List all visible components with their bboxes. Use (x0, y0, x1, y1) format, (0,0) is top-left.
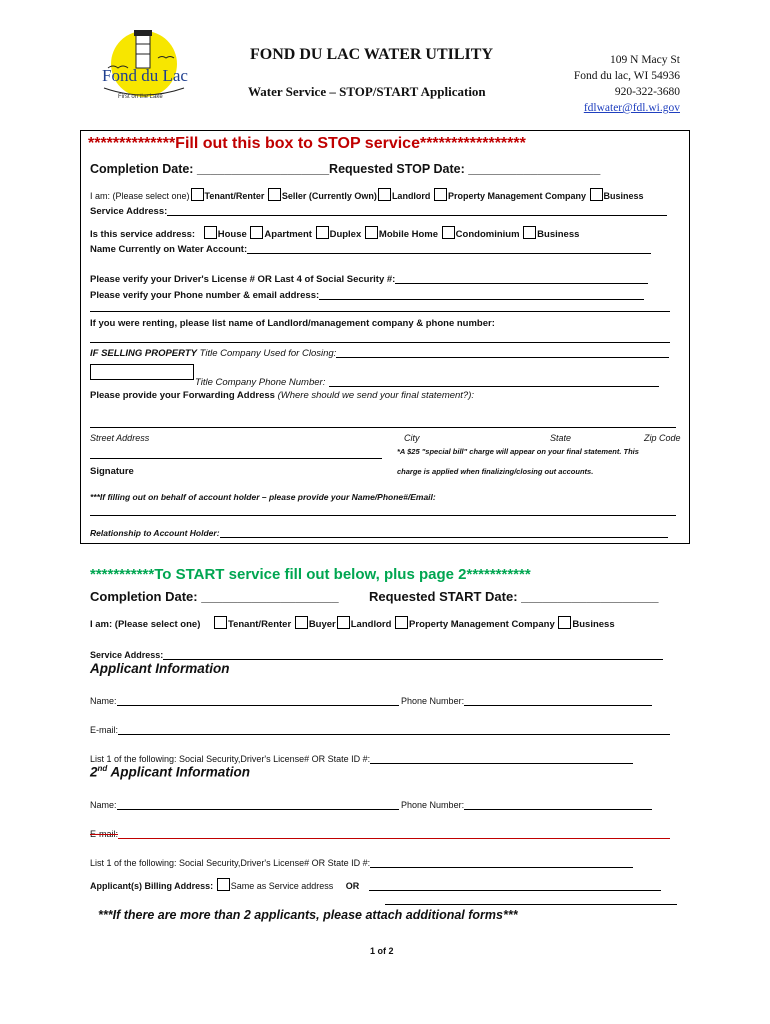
contact-block (574, 52, 680, 116)
stop-landlord-checkbox[interactable] (378, 188, 391, 201)
stop-service-address-field[interactable] (167, 204, 667, 216)
mobile-home-label: Mobile Home (378, 229, 439, 240)
business-type-checkbox[interactable] (523, 226, 536, 239)
applicant-id-label: List 1 of the following: Social Security,Driver's License# OR State ID #: (90, 754, 371, 764)
verify-license-label: Please verify your Driver's License # OR Last 4 of Social Security #: (90, 274, 396, 285)
applicant-name-field[interactable] (117, 694, 399, 706)
start-iam-row (90, 616, 615, 630)
start-completion-date[interactable]: Completion Date: ___________________ (90, 589, 339, 604)
street-address-label: Street Address (90, 433, 150, 443)
is-service-label: Is this service address: (90, 229, 196, 240)
same-as-service-checkbox[interactable] (217, 878, 230, 891)
stop-dates-row (90, 162, 600, 176)
relationship-label: Relationship to Account Holder: (90, 528, 220, 538)
stop-service-address-row (90, 204, 667, 217)
start-banner: ***********To START service fill out below, plus page 2*********** (90, 566, 531, 583)
start-buyer-label: Buyer (308, 619, 336, 630)
name-on-account-field[interactable] (247, 242, 651, 254)
house-checkbox[interactable] (204, 226, 217, 239)
house-label: House (217, 229, 247, 240)
forwarding-hint: (Where should we send your final statement?): (277, 390, 475, 401)
mobile-home-checkbox[interactable] (365, 226, 378, 239)
more-applicants-note: ***If there are more than 2 applicants, please attach additional forms*** (98, 908, 518, 922)
second-num: 2 (90, 764, 98, 780)
second-phone-field[interactable] (464, 798, 652, 810)
verify-license-field[interactable] (395, 272, 648, 284)
second-email-field[interactable] (118, 827, 670, 839)
applicant-id-field[interactable] (370, 752, 633, 764)
start-tenant-checkbox[interactable] (214, 616, 227, 629)
condominium-label: Condominium (455, 229, 520, 240)
applicant-heading: Applicant Information (90, 661, 230, 676)
start-landlord-label: Landlord (350, 619, 392, 630)
second-name-row (90, 798, 652, 810)
title-phone-row (195, 375, 659, 388)
condominium-checkbox[interactable] (442, 226, 455, 239)
applicant-email-row (90, 723, 670, 735)
verify-license-row (90, 272, 648, 285)
stop-seller-label: Seller (Currently Own) (281, 191, 377, 201)
name-on-account-row (90, 242, 651, 255)
org-title: FOND DU LAC WATER UTILITY (250, 46, 493, 63)
selling-row (90, 346, 669, 359)
apartment-checkbox[interactable] (250, 226, 263, 239)
apartment-label: Apartment (264, 229, 312, 240)
special-bill-line-1: *A $25 "special bill" charge will appear on your final statement. This (397, 447, 639, 456)
address-line-1: 109 N Macy St (610, 54, 680, 66)
name-on-account-label: Name Currently on Water Account: (90, 244, 248, 255)
title-phone-field[interactable] (329, 375, 659, 387)
second-id-label: List 1 of the following: Social Security,Driver's License# OR State ID #: (90, 858, 371, 868)
page-number: 1 of 2 (370, 946, 394, 956)
start-requested-date[interactable]: Requested START Date: ___________________ (369, 589, 659, 604)
billing-address-field-2[interactable] (385, 893, 677, 905)
title-company-label: Title Company Used for Closing: (199, 348, 337, 359)
stop-property-type-row (90, 226, 579, 240)
contact-phone: 920-322-3680 (614, 86, 680, 98)
forwarding-label: Please provide your Forwarding Address (90, 390, 275, 401)
form-title: Water Service – STOP/START Application (248, 84, 486, 99)
second-heading-text: Applicant Information (107, 764, 251, 780)
start-iam-label: I am: (Please select one) (90, 619, 201, 630)
second-sup: nd (97, 764, 108, 773)
signature-field[interactable] (90, 447, 382, 459)
title-company-field[interactable] (336, 346, 669, 358)
billing-address-field[interactable] (369, 879, 661, 891)
start-service-address-label: Service Address: (90, 650, 164, 660)
logo (88, 28, 198, 112)
billing-row (90, 878, 661, 891)
behalf-label: ***If filling out on behalf of account holder – please provide your Name/Phone#/Email: (90, 492, 436, 502)
stop-propmgmt-label: Property Management Company (447, 191, 586, 201)
start-propmgmt-label: Property Management Company (409, 619, 555, 630)
special-bill-line-2: charge is applied when finalizing/closing out accounts. (397, 467, 594, 476)
stop-service-address-label: Service Address: (90, 206, 168, 217)
forwarding-address-field[interactable] (90, 416, 676, 428)
verify-extra-line[interactable] (90, 300, 670, 312)
verify-phone-label: Please verify your Phone number & email address: (90, 290, 320, 301)
relationship-row (90, 528, 668, 538)
start-propmgmt-checkbox[interactable] (395, 616, 408, 629)
renting-field[interactable] (90, 331, 670, 343)
business-type-label: Business (537, 229, 580, 240)
billing-or: OR (345, 881, 360, 891)
selling-input-box[interactable] (90, 364, 194, 380)
stop-business-label: Business (603, 191, 644, 201)
logo-text: Fond du Lac (102, 66, 188, 85)
relationship-field[interactable] (220, 528, 668, 538)
start-service-address-field[interactable] (163, 648, 663, 660)
start-tenant-label: Tenant/Renter (228, 619, 292, 630)
second-id-field[interactable] (370, 856, 633, 868)
applicant-id-row (90, 752, 633, 764)
stop-iam-row (90, 188, 644, 201)
selling-label: IF SELLING PROPERTY (90, 348, 197, 359)
second-applicant-heading (90, 764, 250, 780)
behalf-field[interactable] (90, 504, 676, 516)
applicant-name-row (90, 694, 652, 706)
renting-label: If you were renting, please list name of Landlord/management company & phone number: (90, 318, 495, 329)
applicant-phone-label: Phone Number: (401, 696, 465, 706)
contact-email[interactable]: fdlwater@fdl.wi.gov (583, 102, 680, 114)
forwarding-row (90, 390, 474, 401)
verify-phone-field[interactable] (319, 288, 644, 300)
stop-seller-checkbox[interactable] (268, 188, 281, 201)
stop-propmgmt-checkbox[interactable] (434, 188, 447, 201)
applicant-email-field[interactable] (118, 723, 670, 735)
start-business-checkbox[interactable] (558, 616, 571, 629)
address-line-2: Fond du lac, WI 54936 (573, 70, 680, 82)
city-label: City (404, 433, 420, 443)
applicant-email-label: E-mail: (90, 725, 119, 735)
start-service-address-row (90, 648, 663, 660)
stop-requested-date[interactable]: Requested STOP Date: ___________________ (329, 162, 601, 176)
stop-banner: **************Fill out this box to STOP service***************** (88, 135, 526, 152)
stop-landlord-label: Landlord (391, 191, 431, 201)
duplex-checkbox[interactable] (316, 226, 329, 239)
stop-completion-date[interactable]: Completion Date: ___________________ (90, 162, 330, 176)
billing-label: Applicant(s) Billing Address: (90, 881, 214, 891)
same-as-service-label: Same as Service address (230, 881, 334, 891)
title-phone-label: Title Company Phone Number: (195, 377, 326, 388)
second-id-row (90, 856, 633, 868)
applicant-name-label: Name: (90, 696, 117, 706)
logo-subtext: First on the Lake (118, 94, 163, 100)
state-label: State (550, 433, 572, 443)
zip-label: Zip Code (644, 433, 681, 443)
applicant-phone-field[interactable] (464, 694, 652, 706)
signature-label: Signature (90, 466, 134, 477)
stop-business-checkbox[interactable] (590, 188, 603, 201)
second-email-row (90, 827, 670, 839)
second-email-label: E-mail: (90, 829, 119, 839)
start-buyer-checkbox[interactable] (295, 616, 308, 629)
start-landlord-checkbox[interactable] (337, 616, 350, 629)
stop-iam-label: I am: (Please select one) (90, 191, 190, 201)
stop-tenant-checkbox[interactable] (191, 188, 204, 201)
start-business-label: Business (572, 619, 615, 630)
second-name-field[interactable] (117, 798, 399, 810)
duplex-label: Duplex (329, 229, 362, 240)
stop-tenant-label: Tenant/Renter (204, 191, 265, 201)
second-name-label: Name: (90, 800, 117, 810)
second-phone-label: Phone Number: (401, 800, 465, 810)
